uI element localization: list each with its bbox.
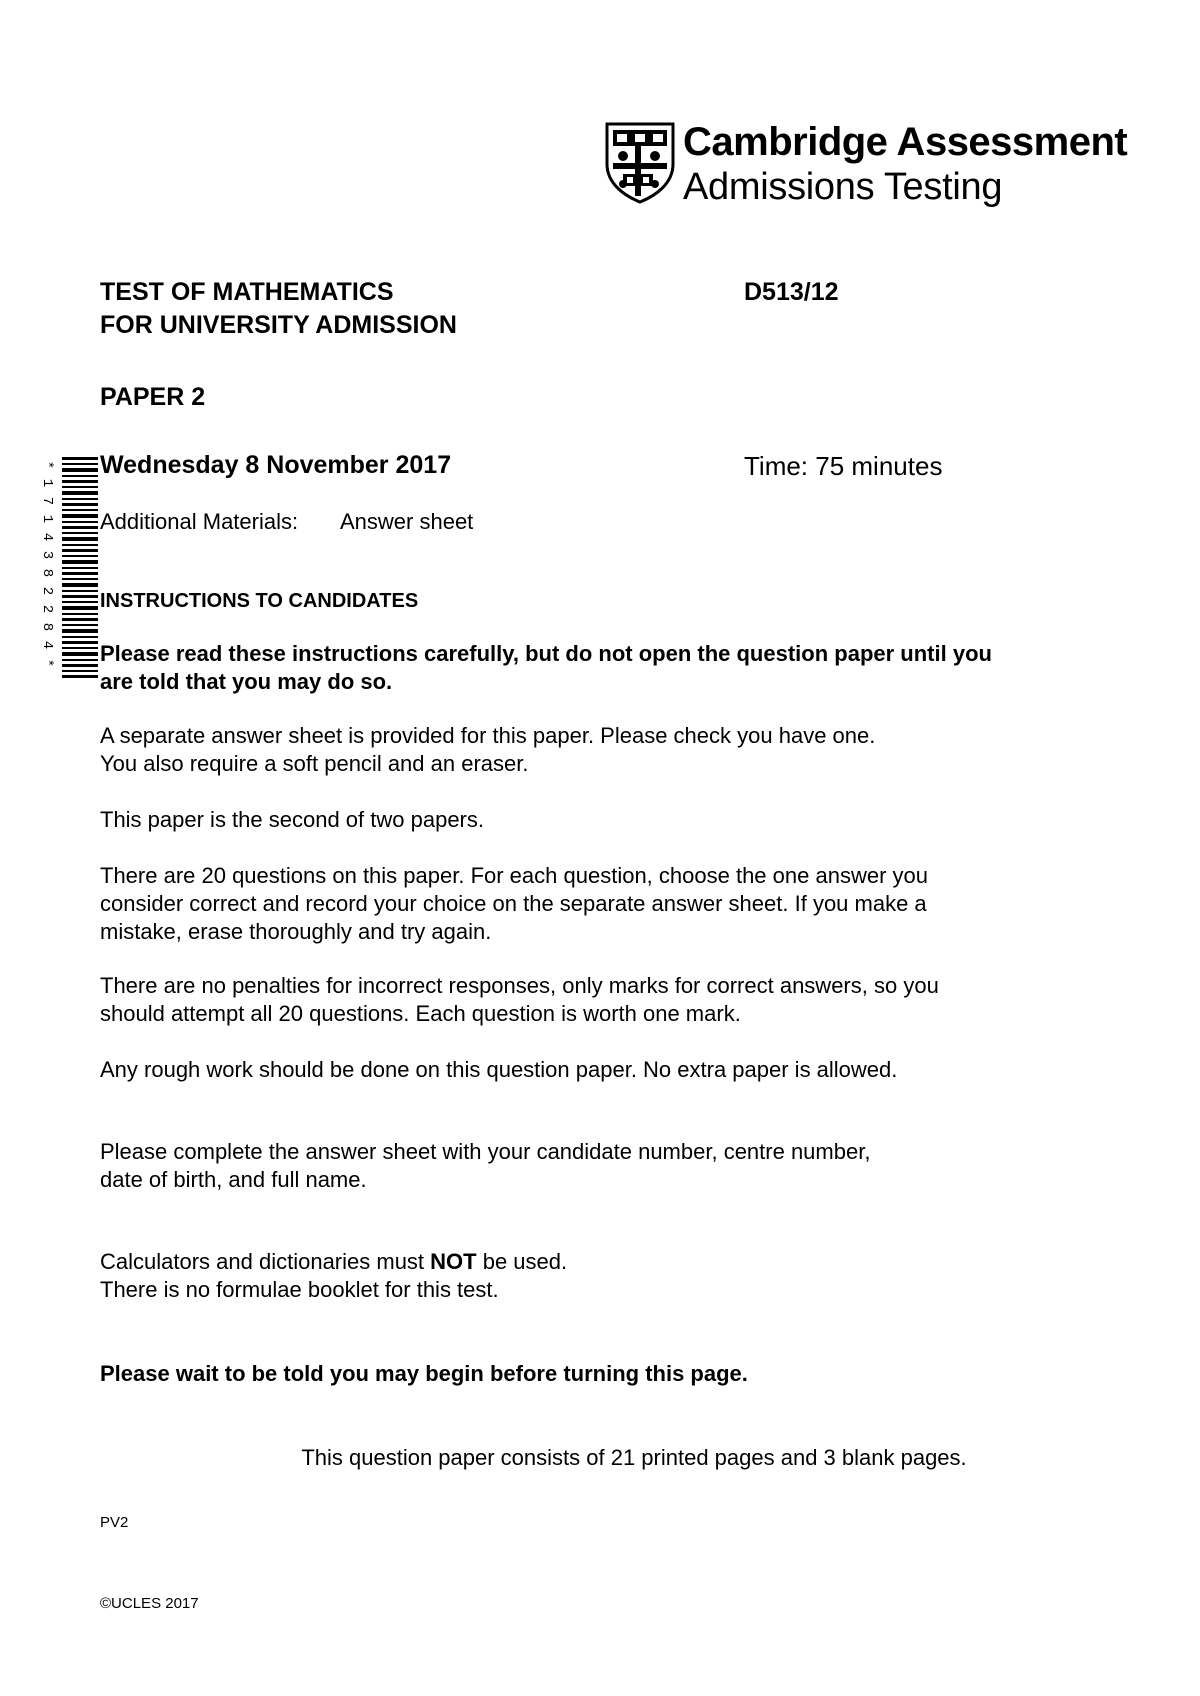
p1-line2: You also require a soft pencil and an eraser. [100,751,529,776]
p3-line2: consider correct and record your choice on the separate answer sheet. If you make a [100,891,927,916]
p2: This paper is the second of two papers. [100,807,484,832]
paper-code: D513/12 [744,278,839,306]
barcode-bars [62,455,98,680]
cambridge-shield-icon [605,122,675,204]
p6-line1: Please complete the answer sheet with your candidate number, centre number, [100,1139,871,1164]
instructions-heading: INSTRUCTIONS TO CANDIDATES [100,590,419,612]
p7-not: NOT [430,1249,477,1274]
title-line1: TEST OF MATHEMATICS [100,278,394,306]
p3-line1: There are 20 questions on this paper. For each question, choose the one answer you [100,863,928,888]
barcode-digits: * 1 7 1 4 3 8 2 2 8 4 * [39,460,55,668]
logo-line2: Admissions Testing [683,166,1003,208]
p4-line2: should attempt all 20 questions. Each question is worth one mark. [100,1001,741,1026]
paper-number: PAPER 2 [100,383,206,411]
materials-label: Additional Materials: [100,509,299,534]
warning-line2: are told that you may do so. [100,669,393,694]
p7-line2: There is no formulae booklet for this test. [100,1277,499,1302]
final-instruction: Please wait to be told you may begin before turning this page. [100,1361,748,1386]
cambridge-logo [605,122,1127,206]
exam-date: Wednesday 8 November 2017 [100,451,452,479]
p3-line3: mistake, erase thoroughly and try again. [100,919,492,944]
p1-line1: A separate answer sheet is provided for this paper. Please check you have one. [100,723,876,748]
warning-line1: Please read these instructions carefully, but do not open the question paper until you [100,641,992,666]
p4-line1: There are no penalties for incorrect responses, only marks for correct answers, so you [100,973,939,998]
footer-code: PV2 [100,1514,129,1531]
p7-line1 [100,1248,567,1276]
copyright: ©UCLES 2017 [100,1595,199,1612]
p5: Any rough work should be done on this question paper. No extra paper is allowed. [100,1057,898,1082]
materials-value: Answer sheet [340,509,474,534]
p7-pre: Calculators and dictionaries must [100,1249,431,1274]
pages-note: This question paper consists of 21 printed pages and 3 blank pages. [301,1445,967,1470]
title-line2: FOR UNIVERSITY ADMISSION [100,311,457,339]
p6-line2: date of birth, and full name. [100,1167,367,1192]
barcode [40,455,98,680]
exam-time: Time: 75 minutes [744,451,943,481]
p7-post: be used. [476,1249,568,1274]
logo-line1: Cambridge Assessment [683,120,1128,164]
